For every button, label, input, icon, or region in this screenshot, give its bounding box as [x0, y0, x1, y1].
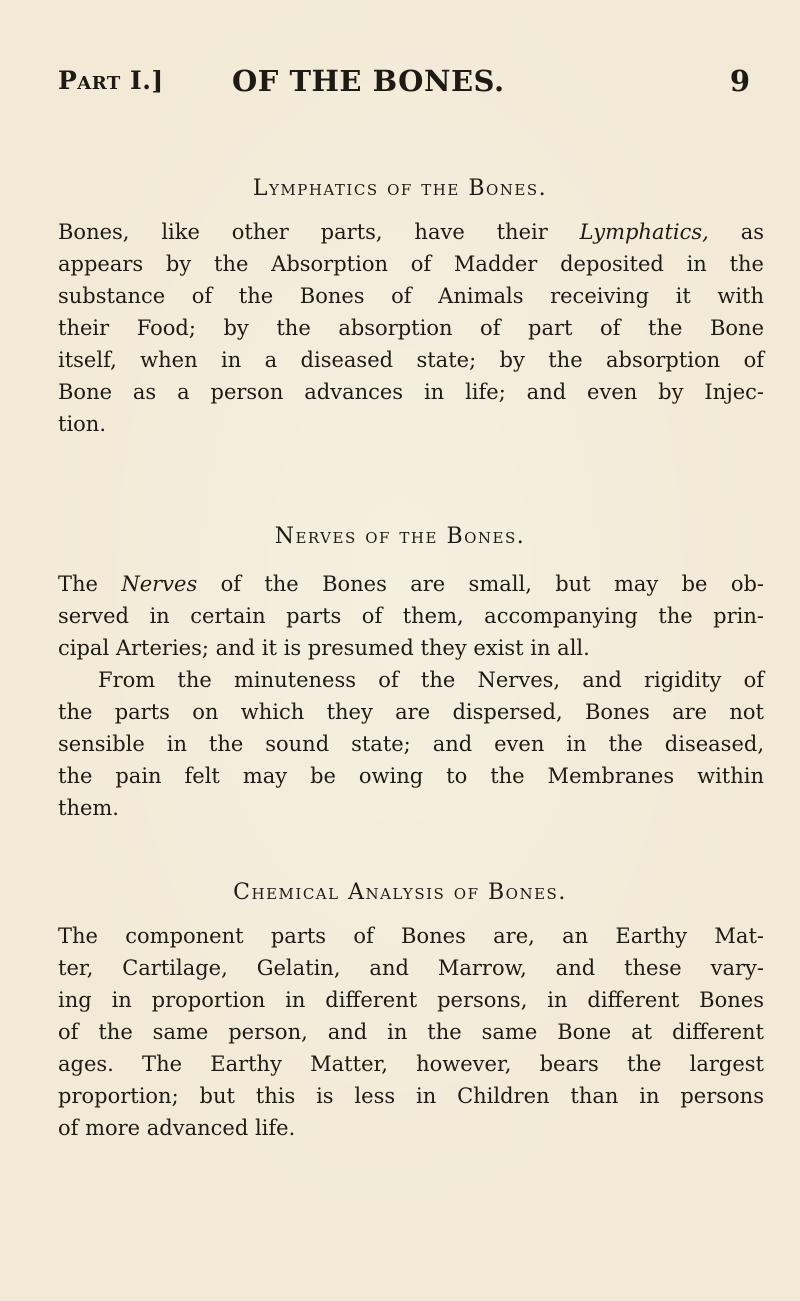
text-segment: substance of the Bones of Animals receiving it with [58, 284, 764, 308]
text-segment: The component parts of Bones are, an Earthy Mat- [58, 924, 764, 948]
text-segment: them. [58, 796, 119, 820]
text-line [58, 280, 764, 312]
text-segment: From the minuteness of the Nerves, and rigidity of [98, 668, 764, 692]
section-heading-nerves: Nerves of the Bones. [274, 524, 526, 549]
emphasized-term: Nerves [121, 572, 198, 596]
text-line [58, 952, 764, 984]
text-segment: of the Bones are small, but may be ob- [197, 572, 765, 596]
text-line [58, 728, 764, 760]
text-line [58, 1112, 764, 1144]
text-line [58, 984, 764, 1016]
text-segment: ages. The Earthy Matter, however, bears the largest [58, 1052, 764, 1076]
text-segment: served in certain parts of them, accompanying the prin- [58, 604, 764, 628]
section-heading-lymphatics: Lymphatics of the Bones. [252, 176, 548, 201]
text-line [58, 920, 764, 952]
text-segment: of the same person, and in the same Bone at different [58, 1020, 764, 1044]
text-line [58, 1048, 764, 1080]
running-head [58, 66, 750, 106]
running-head-part: Part I.] [58, 66, 164, 95]
paragraph-lymphatics [58, 216, 764, 440]
text-segment: itself, when in a diseased state; by the absorption of [58, 348, 764, 372]
paragraph-nerves-2 [58, 664, 764, 824]
paragraph-chemical-analysis [58, 920, 764, 1144]
text-segment: their Food; by the absorption of part of the Bone [58, 316, 764, 340]
emphasized-term: Lymphatics, [579, 220, 709, 244]
text-line [58, 376, 764, 408]
text-line [58, 216, 764, 248]
text-line [58, 632, 764, 664]
text-segment: Bones, like other parts, have their [58, 220, 580, 244]
text-segment: of more advanced life. [58, 1116, 296, 1140]
text-line [58, 1080, 764, 1112]
section-heading-chemical-analysis: Chemical Analysis of Bones. [233, 880, 567, 905]
paragraph-nerves-1 [58, 568, 764, 664]
text-segment: ing in proportion in different persons, in different Bones [58, 988, 764, 1012]
text-line [58, 344, 764, 376]
text-line [58, 664, 764, 696]
running-head-title: OF THE BONES. [232, 64, 505, 98]
text-line [58, 568, 764, 600]
text-line [58, 1016, 764, 1048]
text-segment: the pain felt may be owing to the Membranes within [58, 764, 764, 788]
text-line [58, 696, 764, 728]
text-line [58, 792, 764, 824]
text-line [58, 408, 764, 440]
text-segment: proportion; but this is less in Children than in persons [58, 1084, 764, 1108]
text-line [58, 600, 764, 632]
page-number: 9 [729, 64, 750, 98]
text-segment: cipal Arteries; and it is presumed they exist in all. [58, 636, 590, 660]
text-line [58, 312, 764, 344]
text-line [58, 248, 764, 280]
text-segment: sensible in the sound state; and even in the diseased, [58, 732, 764, 756]
text-segment: the parts on which they are dispersed, Bones are not [58, 700, 764, 724]
text-segment: appears by the Absorption of Madder deposited in the [58, 252, 764, 276]
text-line [58, 760, 764, 792]
text-segment: ter, Cartilage, Gelatin, and Marrow, and these vary- [58, 956, 764, 980]
text-segment: Bone as a person advances in life; and even by Injec- [58, 380, 764, 404]
text-segment: The [58, 572, 122, 596]
text-segment: tion. [58, 412, 106, 436]
text-segment: as [708, 220, 764, 244]
